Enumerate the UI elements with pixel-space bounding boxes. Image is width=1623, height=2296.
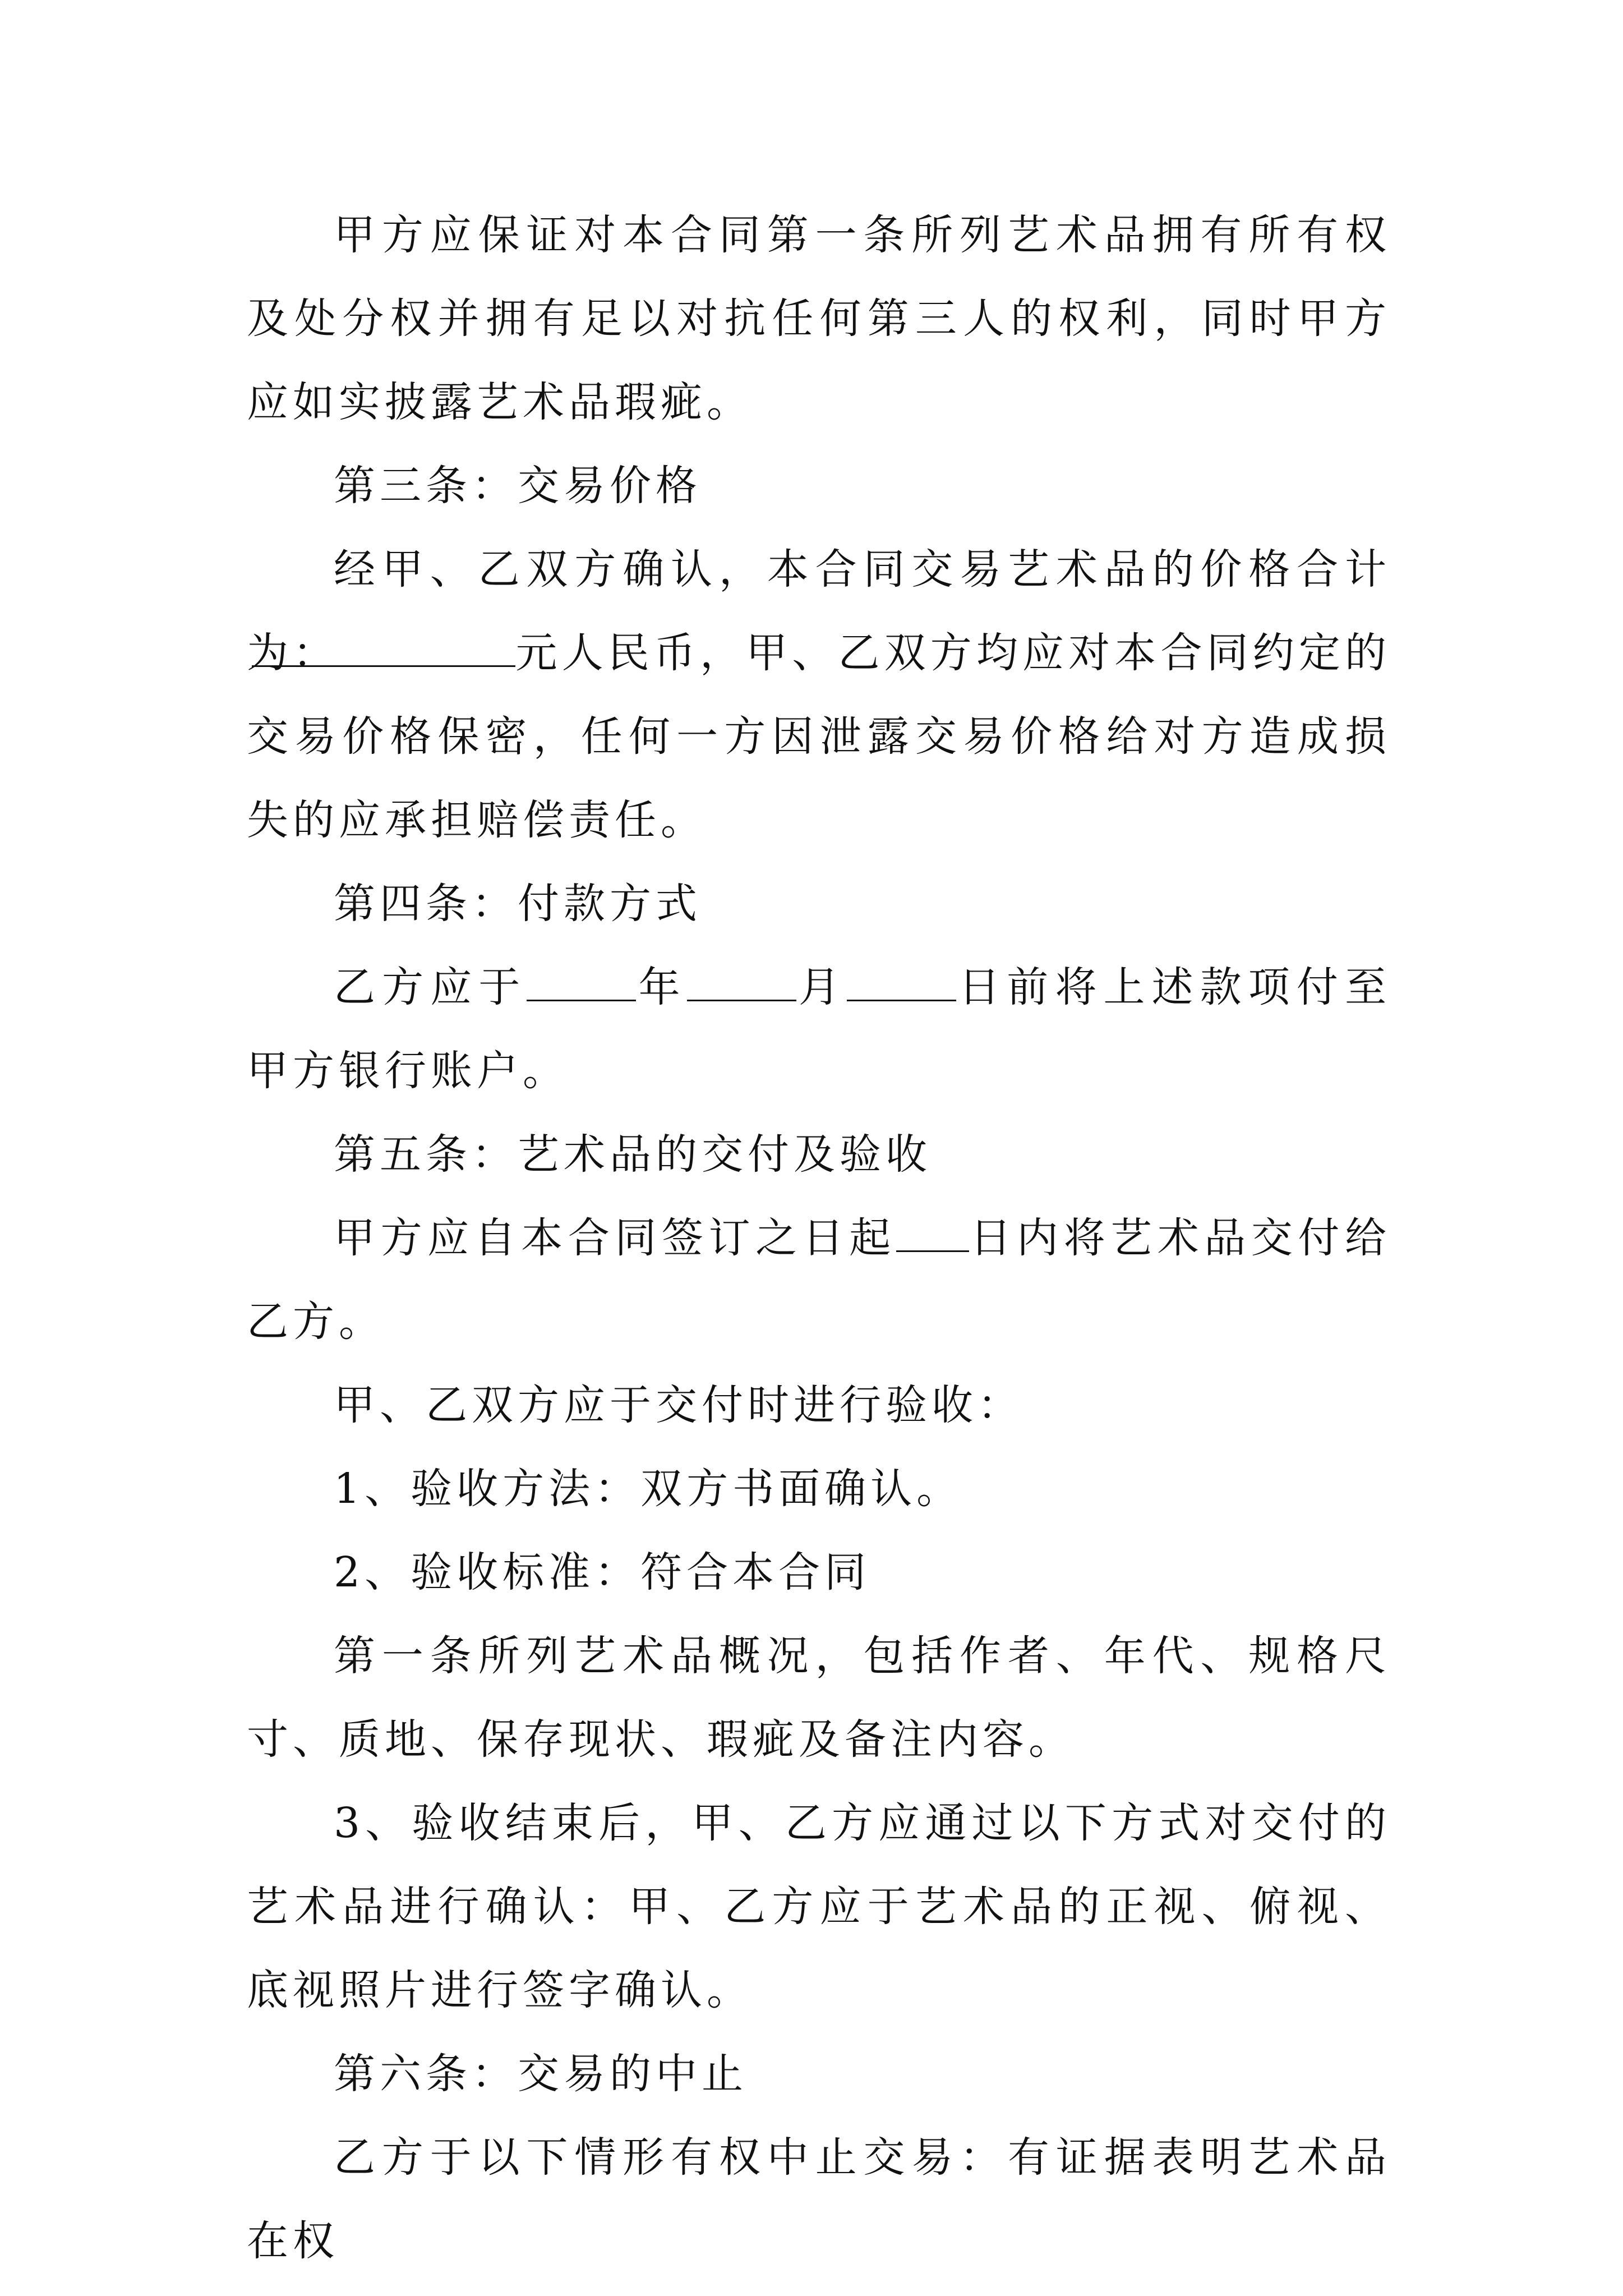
month-label: 月: [796, 963, 847, 1011]
heading-article-6: 第六条：交易的中止: [334, 2050, 748, 2098]
paragraph-price: [247, 528, 1391, 862]
delivery-days-blank: [896, 1213, 969, 1252]
heading-article-4: 第四条：付款方式: [334, 880, 702, 928]
price-blank: [252, 628, 515, 667]
heading-article-5: 第五条：艺术品的交付及验收: [334, 1130, 932, 1179]
delivery-text-end: 日内将艺术品交付给乙方。: [247, 1214, 1391, 1346]
paragraph-acceptance-standard: 2、验收标准：符合本合同: [334, 1548, 871, 1596]
price-text-end: 元人民币，甲、乙双方均应对本合同约定的交易价格保密，任何一方因泄露交易价格给对方造成损失的应承担赔偿责任。: [247, 629, 1391, 844]
paragraph-suspension: 乙方于以下情形有权中止交易：有证据表明艺术品在权: [247, 2133, 1391, 2265]
day-blank: [847, 963, 956, 1001]
paragraph-artwork-overview: 第一条所列艺术品概况，包括作者、年代、规格尺寸、质地、保存现状、瑕疵及备注内容。: [247, 1632, 1391, 1764]
paragraph-acceptance-intro: 甲、乙双方应于交付时进行验收：: [334, 1381, 1023, 1429]
paragraph-payment: [247, 946, 1391, 1113]
contract-body: [247, 194, 1391, 2283]
year-label: 年: [636, 963, 687, 1011]
month-blank: [687, 963, 796, 1001]
price-text-start: 经甲、乙双方确认，本合同交易艺术品的价格合计为：: [247, 545, 1391, 677]
heading-article-3: 第三条：交易价格: [334, 462, 702, 510]
paragraph-acceptance-method: 1、验收方法：双方书面确认。: [334, 1465, 963, 1513]
delivery-text-start: 甲方应自本合同签订之日起: [334, 1214, 896, 1262]
year-blank: [527, 963, 636, 1001]
paragraph-acceptance-confirmation: 3、验收结束后，甲、乙方应通过以下方式对交付的艺术品进行确认：甲、乙方应于艺术品的正视、俯视、底视照片进行签字确认。: [247, 1799, 1391, 2014]
paragraph-delivery: [247, 1197, 1391, 1364]
payment-text-start: 乙方应于: [334, 963, 527, 1011]
paragraph-ownership-guarantee: 甲方应保证对本合同第一条所列艺术品拥有所有权及处分权并拥有足以对抗任何第三人的权利，同时甲方应如实披露艺术品瑕疵。: [247, 211, 1391, 426]
payment-text-end: 日前将上述款项付至甲方银行账户。: [247, 963, 1391, 1095]
